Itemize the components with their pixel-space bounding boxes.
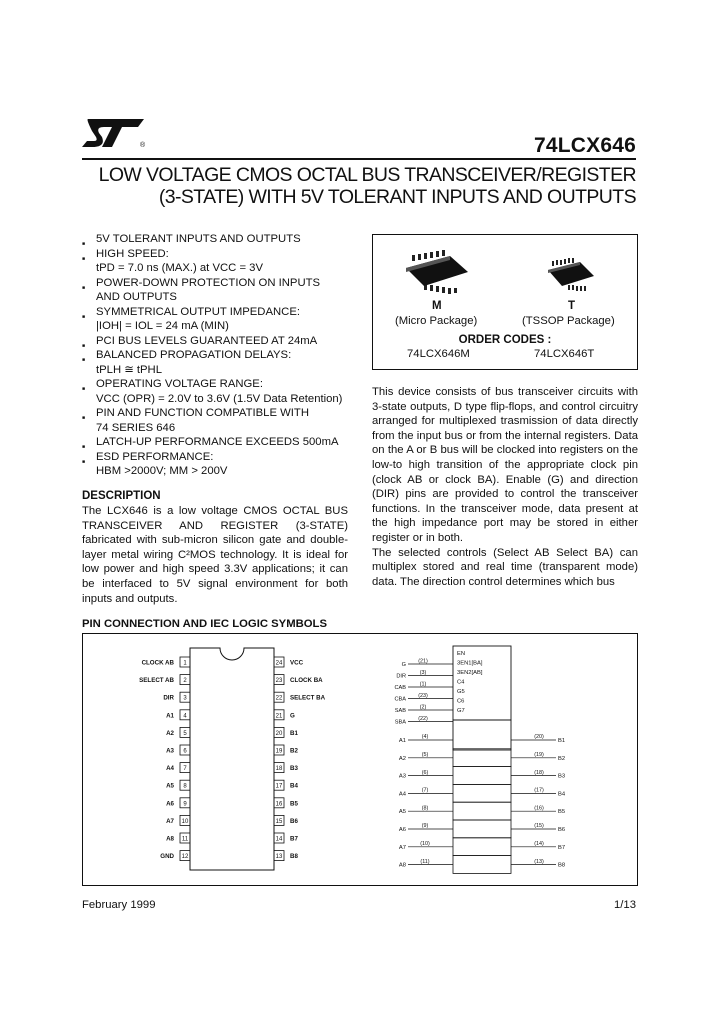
pin-figure-box (82, 633, 638, 886)
iec-control-number: (23) (418, 693, 428, 699)
iec-bit-cell (453, 749, 511, 767)
pin-number-right: 19 (275, 748, 283, 755)
pin-label-left: A1 (166, 712, 174, 720)
iec-a-label: A8 (398, 862, 406, 869)
bullet-icon: ■ (82, 342, 86, 349)
pin-label-left: DIR (163, 694, 174, 702)
bullet-icon: ■ (82, 284, 86, 291)
pin-label-left: A5 (166, 782, 174, 790)
pin-label-right: CLOCK BA (290, 677, 323, 685)
feature-text: 5V TOLERANT INPUTS AND OUTPUTS (96, 233, 301, 245)
pin-number-left: 2 (183, 678, 187, 685)
iec-a-number: (6) (421, 769, 429, 776)
device-description (372, 385, 638, 589)
iec-inner-label: C4 (457, 679, 465, 686)
feature-list (82, 232, 372, 479)
pin-number-left: 5 (183, 730, 187, 737)
iec-a-number: (4) (421, 734, 429, 741)
pin-label-left: SELECT AB (139, 677, 174, 685)
feature-text: ESD PERFORMANCE: (96, 450, 214, 463)
pin-number-left: 9 (183, 801, 187, 808)
iec-a-number: (11) (420, 858, 430, 865)
pin-number-left: 4 (183, 713, 187, 720)
pin-label-left: A3 (166, 747, 174, 755)
iec-bit-cell (453, 838, 511, 856)
iec-control-number: (3) (419, 670, 427, 676)
pin-label-right: B2 (290, 747, 298, 755)
feature-text: PIN AND FUNCTION COMPATIBLE WITH (96, 407, 309, 419)
svg-text:®: ® (140, 142, 146, 149)
feature-item (82, 276, 372, 291)
iec-b-label: B5 (558, 809, 566, 816)
pin-label-right: G (290, 712, 295, 720)
iec-a-label: A7 (398, 844, 406, 851)
feature-subtext: AND OUTPUTS (96, 291, 177, 303)
iec-a-label: A4 (398, 791, 406, 798)
iec-control-label: SAB (394, 708, 406, 714)
bullet-icon: ■ (82, 357, 86, 363)
feature-text: OPERATING VOLTAGE RANGE: (96, 378, 263, 390)
bullet-icon: ■ (82, 444, 86, 450)
pin-section-heading: PIN CONNECTION AND IEC LOGIC SYMBOLS (82, 618, 327, 630)
feature-text: POWER-DOWN PROTECTION ON INPUTS (96, 276, 321, 289)
feature-item (82, 450, 372, 465)
iec-a-label: A2 (398, 755, 406, 762)
pin-label-right: B1 (290, 729, 298, 737)
bullet-icon: ■ (82, 386, 86, 392)
bullet-icon: ■ (82, 415, 86, 421)
iec-a-label: A1 (398, 738, 406, 744)
feature-item (82, 247, 372, 262)
iec-bit-cell (453, 856, 511, 874)
pin-label-right: VCC (290, 659, 304, 667)
iec-inner-label: 3EN1[BA] (457, 660, 483, 667)
iec-a-label: A3 (398, 773, 406, 780)
description-heading: DESCRIPTION (82, 490, 161, 502)
iec-b-label: B4 (558, 791, 566, 798)
feature-subtext: HBM >2000V; MM > 200V (96, 465, 228, 477)
feature-text: LATCH-UP PERFORMANCE EXCEEDS 500mA (96, 436, 339, 448)
iec-a-number: (7) (421, 787, 429, 794)
iec-b-number: (16) (534, 805, 544, 812)
feature-subtext: |IOH| = IOL = 24 mA (MIN) (96, 320, 229, 332)
iec-bit-cell (453, 802, 511, 820)
iec-b-label: B3 (558, 773, 566, 780)
pin-label-right: B3 (290, 765, 298, 773)
iec-control-label: SBA (394, 719, 406, 726)
order-codes-heading: ORDER CODES : (458, 334, 552, 346)
pin-label-right: B5 (290, 800, 298, 808)
pin-number-left: 1 (183, 660, 187, 667)
bullet-icon: ■ (82, 241, 86, 247)
pin-label-left: A4 (166, 765, 174, 773)
feature-item (82, 334, 372, 349)
iec-b-number: (18) (534, 769, 544, 776)
iec-b-number: (14) (534, 841, 544, 847)
tssop-package-image (546, 258, 596, 292)
order-code-t: 74LCX646T (534, 348, 595, 360)
pin-number-right: 22 (275, 695, 283, 702)
feature-text: SYMMETRICAL OUTPUT IMPEDANCE: (96, 305, 300, 318)
pin-number-left: 11 (181, 836, 189, 843)
iec-control-number: (1) (419, 681, 427, 688)
part-number: 74LCX646 (534, 134, 636, 157)
pin-number-left: 7 (183, 766, 187, 773)
feature-item (82, 348, 372, 363)
iec-b-number: (20) (534, 734, 544, 741)
iec-a-label: A6 (398, 827, 406, 833)
iec-b-label: B7 (558, 844, 566, 851)
pin-number-right: 21 (275, 713, 283, 720)
feature-text: PCI BUS LEVELS GUARANTEED AT 24mA (96, 334, 318, 347)
iec-control-label: CAB (394, 685, 406, 691)
pin-number-right: 15 (275, 818, 283, 825)
pin-label-left: A8 (166, 835, 174, 843)
iec-control-number: (22) (418, 716, 428, 722)
st-logo (82, 113, 154, 153)
device-description-p2: The selected controls (Select AB Select BA) can multiplex stored and real time (transparent mode) data. The direction control determines which bus (372, 546, 638, 588)
iec-control-number: (2) (419, 704, 427, 711)
header-rule (82, 158, 636, 160)
iec-control-label: DIR (396, 673, 406, 680)
pin-number-right: 23 (275, 678, 283, 685)
iec-b-label: B2 (558, 755, 566, 762)
pin-label-left: CLOCK AB (141, 659, 174, 667)
iec-b-label: B6 (558, 827, 566, 833)
feature-item (82, 406, 372, 421)
iec-a-number: (9) (421, 823, 429, 830)
pin-number-right: 14 (275, 836, 283, 843)
pin-label-right: B4 (290, 782, 298, 790)
iec-b-number: (13) (534, 858, 544, 865)
iec-b-number: (15) (534, 823, 544, 830)
pin-number-left: 12 (181, 854, 189, 861)
order-code-m: 74LCX646M (407, 348, 470, 360)
iec-inner-label: 3EN2[AB] (457, 670, 483, 676)
dip-package-outline (190, 648, 274, 870)
bullet-icon: ■ (82, 458, 86, 465)
feature-item (82, 435, 372, 450)
feature-subtext: VCC (OPR) = 2.0V to 3.6V (1.5V Data Retention) (96, 392, 343, 405)
iec-a-label: A5 (398, 809, 406, 816)
pin-label-left: A6 (166, 800, 174, 808)
pin-number-left: 10 (181, 818, 189, 825)
so-package-image (404, 250, 470, 294)
iec-inner-label: G7 (457, 708, 465, 714)
device-description-p1: This device consists of bus transceiver circuits with 3-state outputs, D type flip-flops, and control circuitry arranged for multiplexed trasmission of data directly from the input bus or from the internal registers. Data on the A or B bus will be clocked into registers on the low-to high transition of the appropriate clock pin (clock AB or clock BA). Enable (G) and direction (DIR) pins are provided to control the transceiver functions. In the transceiver mode, data present at the high impedance port may be stored in either register or in both. (372, 386, 638, 544)
feature-text: HIGH SPEED: (96, 247, 169, 260)
pin-label-left: A2 (166, 729, 174, 737)
pin-number-right: 17 (275, 783, 283, 790)
feature-text: BALANCED PROPAGATION DELAYS: (96, 349, 292, 361)
pin-label-right: B8 (290, 853, 298, 861)
feature-item (82, 305, 372, 320)
iec-bit-cell (453, 820, 511, 838)
iec-a-number: (10) (420, 841, 430, 847)
package-m-name: (Micro Package) (395, 315, 478, 327)
feature-item (82, 377, 372, 392)
pin-number-right: 13 (275, 854, 283, 861)
feature-item (82, 232, 372, 247)
bullet-icon: ■ (82, 255, 86, 262)
iec-b-label: B1 (558, 738, 566, 744)
package-m-letter: M (432, 300, 442, 312)
package-t-name: (TSSOP Package) (522, 315, 615, 327)
iec-bit-cell (453, 767, 511, 785)
footer-date: February 1999 (82, 899, 156, 911)
pin-number-right: 16 (275, 801, 283, 808)
package-t-letter: T (568, 300, 576, 312)
bullet-icon: ■ (82, 313, 86, 320)
pin-number-left: 3 (183, 695, 187, 702)
pin-label-right: SELECT BA (290, 694, 326, 702)
pin-number-right: 20 (275, 730, 283, 737)
pin-label-left: GND (160, 853, 174, 861)
iec-inner-label: C6 (457, 698, 465, 705)
pin-number-left: 8 (183, 783, 187, 790)
iec-b-number: (17) (534, 787, 544, 794)
iec-bit-cell (453, 784, 511, 802)
description-text: The LCX646 is a low voltage CMOS OCTAL BUS TRANSCEIVER AND REGISTER (3-STATE) fabricated with sub-micron silicon gate and double-layer metal wiring C²MOS technology. It is ideal for low power and high speed 3.3V applications; it can be interfaced to 5V signal environment for both inputs and outputs. (82, 505, 348, 605)
iec-b-label: B8 (558, 862, 566, 869)
iec-a-number: (8) (421, 805, 429, 812)
pin-diagrams (83, 634, 637, 885)
doc-title-line1: LOW VOLTAGE CMOS OCTAL BUS TRANSCEIVER/REGISTER (98, 164, 636, 186)
doc-title-line2: (3-STATE) WITH 5V TOLERANT INPUTS AND OUTPUTS (158, 186, 636, 208)
feature-subtext: 74 SERIES 646 (96, 421, 176, 434)
pin-label-left: A7 (166, 817, 174, 825)
iec-control-label: CBA (394, 696, 406, 703)
pin-number-left: 6 (183, 748, 187, 755)
feature-subtext: tPLH ≅ tPHL (96, 363, 162, 376)
iec-a-number: (5) (421, 752, 429, 758)
pin-label-right: B6 (290, 817, 298, 825)
iec-b-number: (19) (534, 752, 544, 758)
pin-label-right: B7 (290, 835, 298, 843)
iec-inner-label: G5 (457, 689, 465, 695)
iec-inner-label: EN (457, 651, 466, 657)
pin-number-right: 18 (275, 766, 283, 773)
pin-number-right: 24 (275, 660, 283, 667)
iec-control-label: G (401, 662, 406, 668)
iec-first-cell (453, 720, 511, 750)
iec-control-number: (21) (418, 658, 428, 665)
footer-page: 1/13 (614, 899, 636, 911)
feature-subtext: tPD = 7.0 ns (MAX.) at VCC = 3V (96, 262, 264, 274)
